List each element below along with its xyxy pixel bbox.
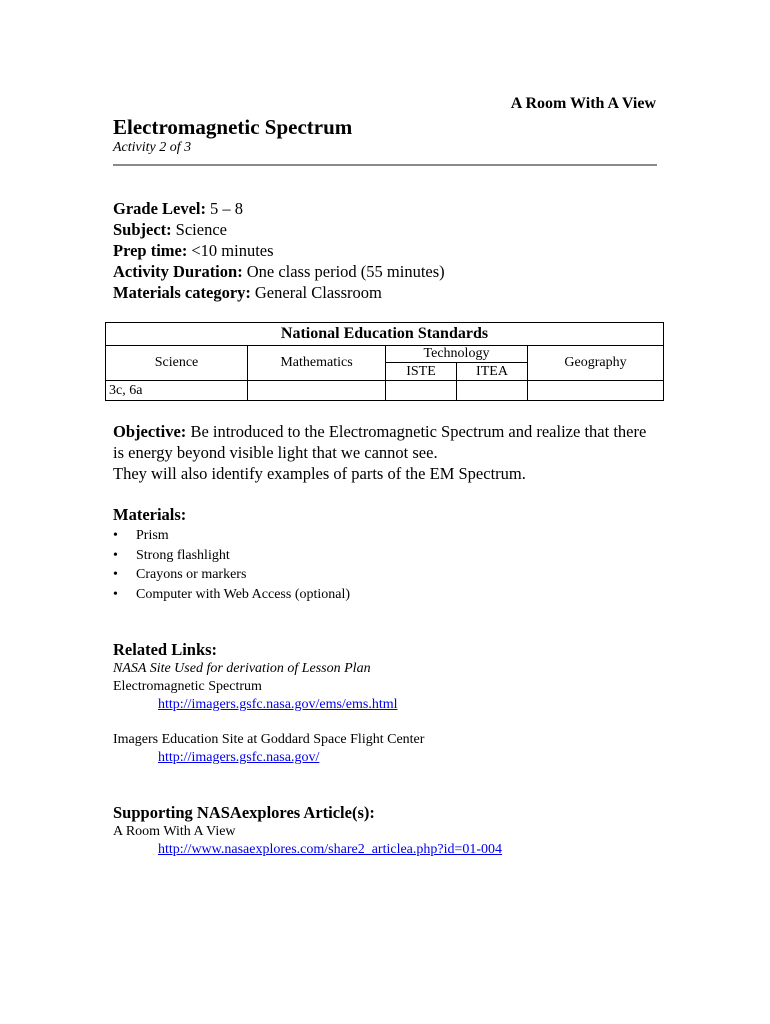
value-mathematics xyxy=(248,381,386,401)
related-links-heading: Related Links: xyxy=(113,640,218,659)
col-mathematics: Mathematics xyxy=(248,346,386,381)
col-technology xyxy=(386,346,528,381)
bullet-icon: • xyxy=(113,528,118,543)
bullet-icon: • xyxy=(113,547,118,563)
supporting-title: A Room With A View xyxy=(113,824,236,839)
standards-heading: National Education Standards xyxy=(106,323,664,346)
value-geography xyxy=(528,381,664,401)
meta-grade-level: Grade Level: 5 – 8 xyxy=(113,199,244,218)
list-item: • Crayons or markers xyxy=(113,565,350,585)
meta-activity-duration: Activity Duration: One class period (55 minutes) xyxy=(113,262,445,281)
bullet-icon: • xyxy=(113,567,118,582)
related-links-block-1 xyxy=(113,660,398,714)
related-links-note: NASA Site Used for derivation of Lesson Plan xyxy=(113,661,371,676)
value-science: 3c, 6a xyxy=(106,381,248,401)
link1-title: Electromagnetic Spectrum xyxy=(113,679,262,694)
header-title: A Room With A View xyxy=(510,95,656,112)
related-links-block-2 xyxy=(113,731,424,767)
page-title: Electromagnetic Spectrum xyxy=(113,115,353,139)
standards-table xyxy=(105,322,664,401)
col-iste: ISTE xyxy=(386,363,457,380)
meta-block xyxy=(113,198,445,303)
list-item: • Computer with Web Access (optional) xyxy=(113,585,350,605)
col-technology-label: Technology xyxy=(386,346,527,363)
col-geography: Geography xyxy=(528,346,664,381)
link2-url[interactable]: http://imagers.gsfc.nasa.gov/ xyxy=(158,750,320,765)
col-science: Science xyxy=(106,346,248,381)
meta-materials-category: Materials category: General Classroom xyxy=(113,283,382,302)
col-itea: ITEA xyxy=(476,364,508,379)
link2-title: Imagers Education Site at Goddard Space Flight Center xyxy=(113,732,425,747)
divider xyxy=(113,164,657,166)
objective xyxy=(113,421,658,484)
supporting-heading: Supporting NASAexplores Article(s): xyxy=(113,803,375,822)
meta-prep-time: Prep time: <10 minutes xyxy=(113,241,274,260)
meta-subject: Subject: Science xyxy=(113,220,227,239)
value-technology xyxy=(386,381,528,401)
value-iste xyxy=(386,381,457,400)
objective-text: Be introduced to the Electromagnetic Spectrum and realize that there is energy beyond visible light that we cannot see. xyxy=(113,422,647,462)
supporting-block xyxy=(113,823,502,859)
materials-list xyxy=(113,526,350,604)
objective-text-2: They will also identify examples of parts of the EM Spectrum. xyxy=(113,464,526,483)
supporting-url[interactable]: http://www.nasaexplores.com/share2_articlea.php?id=01-004 xyxy=(158,842,503,857)
link1-url[interactable]: http://imagers.gsfc.nasa.gov/ems/ems.html xyxy=(158,697,398,712)
list-item: • Prism xyxy=(113,526,350,546)
value-itea xyxy=(457,381,527,400)
objective-label: Objective: xyxy=(113,422,187,441)
page-subtitle: Activity 2 of 3 xyxy=(113,140,192,155)
bullet-icon: • xyxy=(113,586,118,602)
list-item: • Strong flashlight xyxy=(113,546,350,566)
materials-heading: Materials: xyxy=(113,505,187,524)
